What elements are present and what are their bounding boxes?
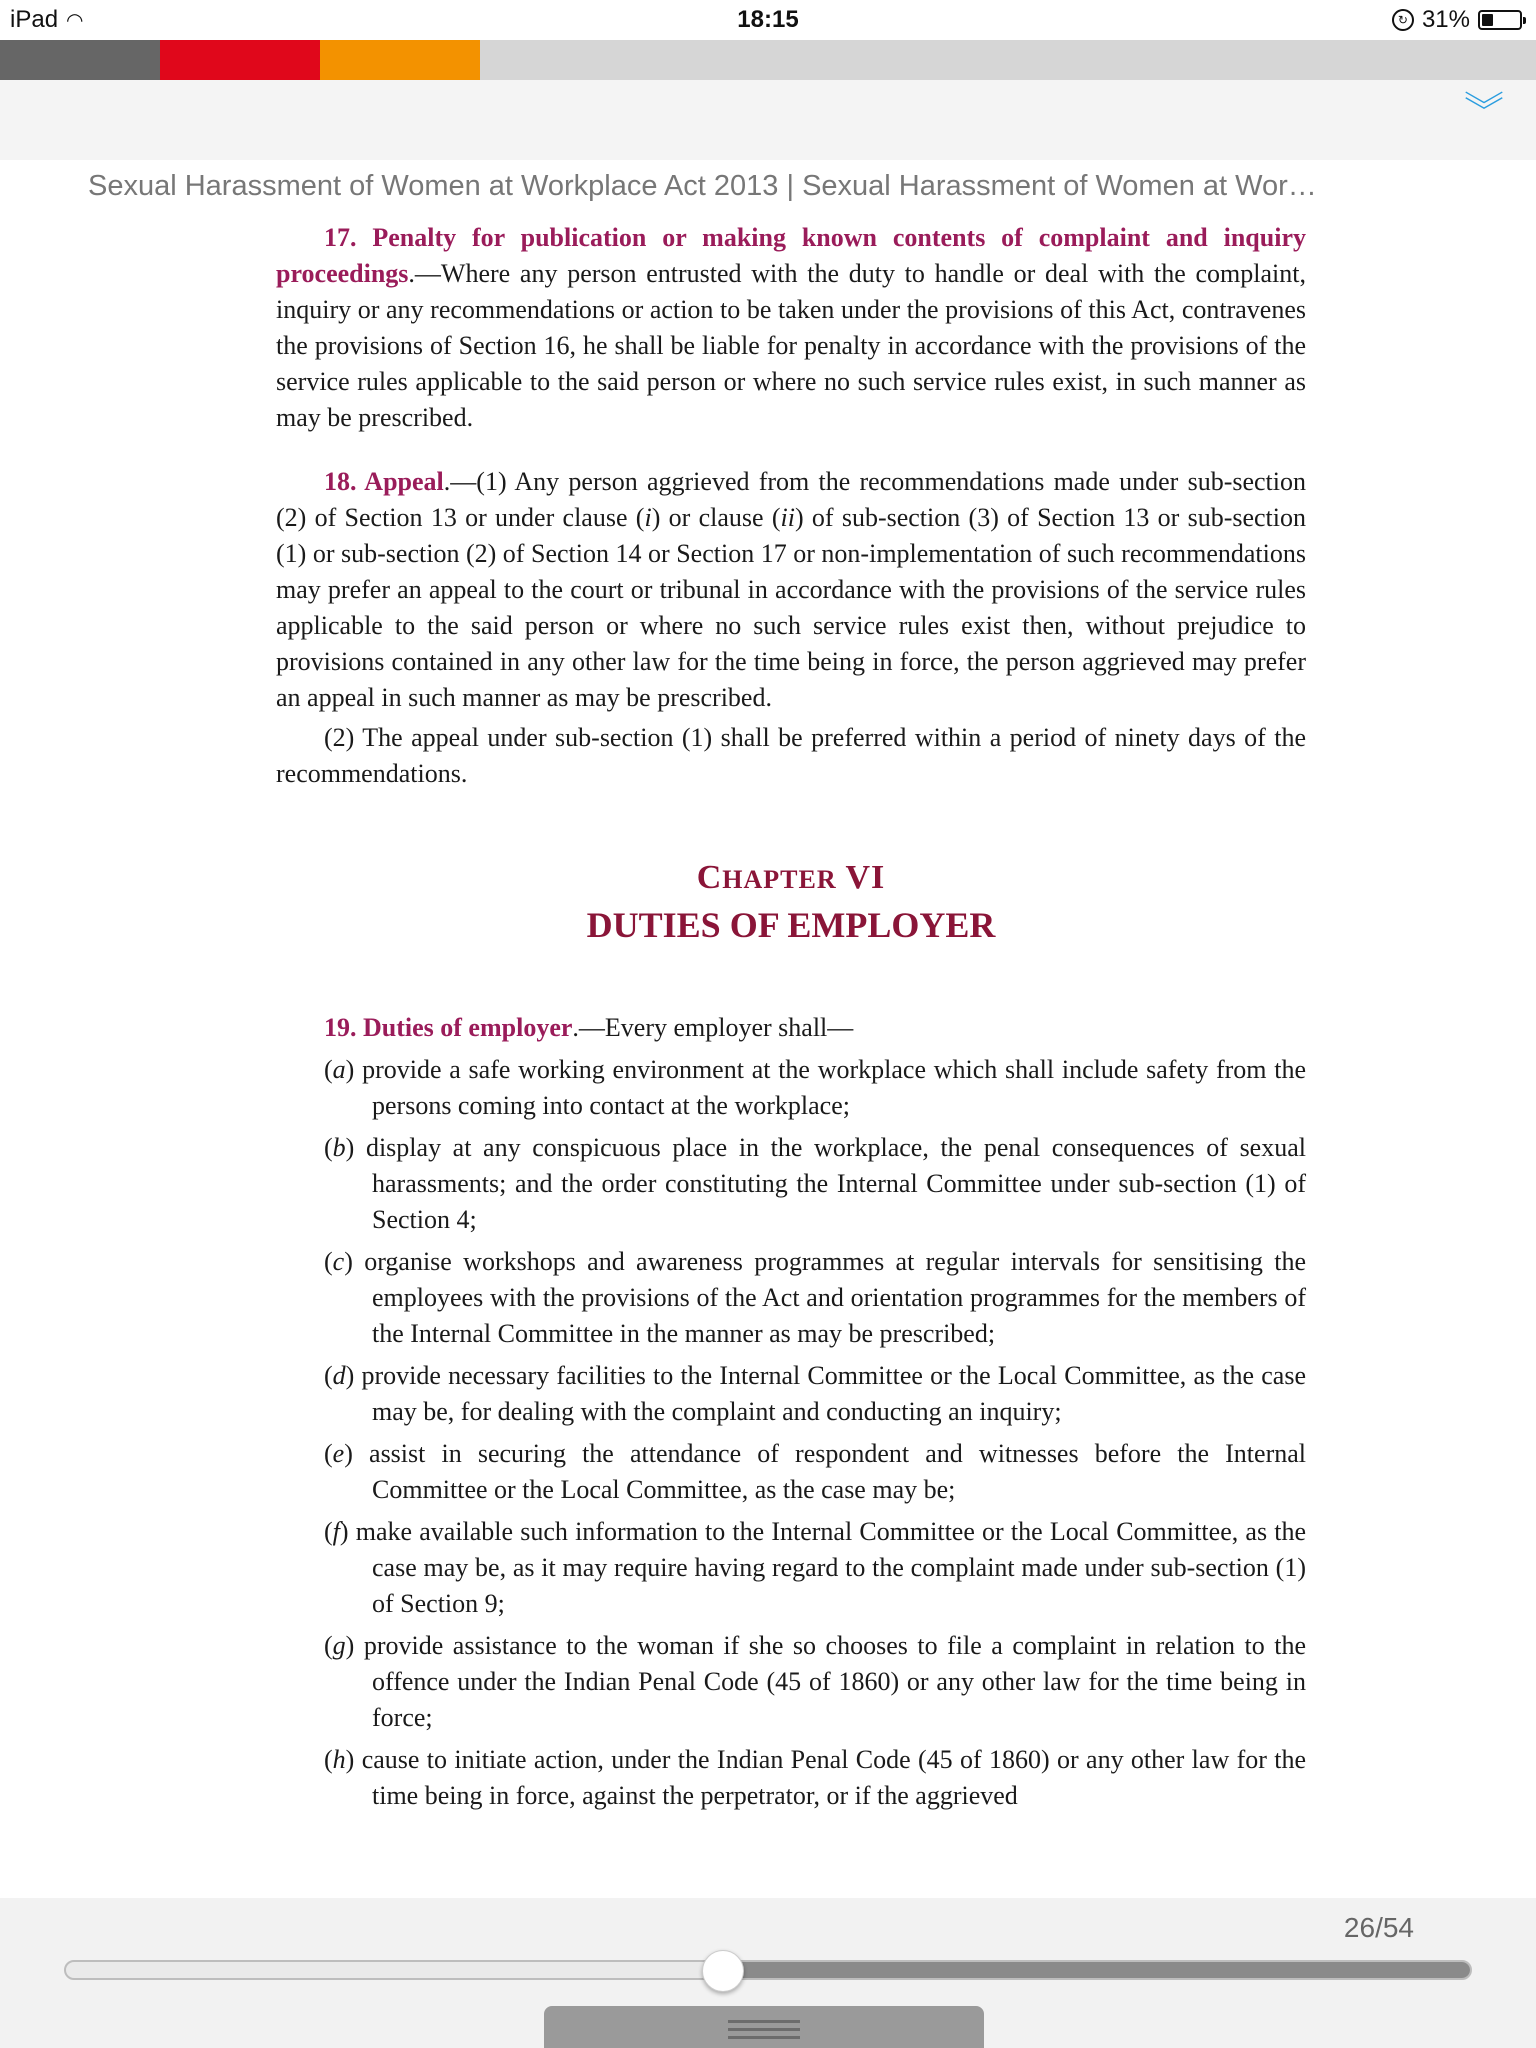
tab-strip — [0, 40, 1536, 80]
clause-text: organise workshops and awareness programmes at regular intervals for sensitising the employees with the provisions of the Act and orientation programmes for the members of the Internal Committee in the manner as may be prescribed; — [352, 1247, 1306, 1348]
document-page — [276, 220, 1306, 1814]
clause-text: assist in securing the attendance of respondent and witnesses before the Internal Committee or the Local Committee, as the case may be; — [352, 1439, 1306, 1504]
double-chevron-down-icon[interactable]: ︾ — [1464, 90, 1504, 134]
clause-letter: (g) — [324, 1631, 355, 1660]
tab-segment-gray[interactable] — [0, 40, 160, 80]
clock: 18:15 — [737, 6, 799, 33]
clause-d — [324, 1358, 1306, 1430]
section-17-body: .—Where any person entrusted with the duty to handle or deal with the complaint, inquiry or any recommendations or action to be taken under the provisions of this Act, contravenes the provisions of Section 16, he shall be liable for penalty in accordance with the provisions of the service rules applicable to the said person or where no such service rules exist, in such manner as may be prescribed. — [276, 259, 1306, 432]
battery-icon — [1478, 10, 1522, 30]
clause-letter: (h) — [324, 1745, 355, 1774]
clause-letter: (a) — [324, 1055, 355, 1084]
chapter-heading — [276, 856, 1306, 948]
clause-letter: (b) — [324, 1133, 355, 1162]
clause-text: provide necessary facilities to the Internal Committee or the Local Committee, as the case may be, for dealing with the complaint and conducting an inquiry; — [354, 1361, 1306, 1426]
section-18-body-part: ) of sub-section (3) of Section 13 or sub-section (1) or sub-section (2) of Section 14 or Section 17 or non-implementation of such recommendations may prefer an appeal to the court or tribunal in accordance with the provisions of the service rules applicable to the said person or where no such service rules exist then, without prejudice to provisions contained in any other law for the time being in force, the person aggrieved may prefer an appeal in such manner as may be prescribed. — [276, 503, 1307, 712]
clause-a — [324, 1052, 1306, 1124]
clause-e — [324, 1436, 1306, 1508]
section-19-body: .—Every employer shall— — [572, 1013, 854, 1042]
page-counter: 26/54 — [1343, 1912, 1414, 1943]
rotation-lock-icon: ↻ — [1392, 9, 1414, 31]
clause-f — [324, 1514, 1306, 1622]
clause-text: display at any conspicuous place in the workplace, the penal consequences of sexual harassments; and the order constituting the Internal Committee under sub-section (1) of Section 4; — [354, 1133, 1306, 1234]
clause-text: provide assistance to the woman if she so chooses to file a complaint in relation to the offence under the Indian Penal Code (45 of 1860) or any other law for the time being in force; — [354, 1631, 1306, 1732]
section-19-heading: 19. Duties of employer — [324, 1013, 573, 1042]
clause-ii-label: ii — [780, 503, 795, 532]
clause-g — [324, 1628, 1306, 1736]
clause-list — [276, 1052, 1306, 1814]
clause-c — [324, 1244, 1306, 1352]
clause-text: make available such information to the Internal Committee or the Local Committee, as the case may be, as it may require having regard to the complaint made under sub-section (1) of Section 9; — [348, 1517, 1306, 1618]
device-label: iPad — [10, 6, 59, 33]
clause-letter: (e) — [324, 1439, 353, 1468]
clause-letter: (f) — [324, 1517, 349, 1546]
section-19 — [276, 1010, 1306, 1046]
status-bar — [0, 0, 1536, 40]
clause-letter: (c) — [324, 1247, 353, 1276]
clause-text: provide a safe working environment at the workplace which shall include safety from the persons coming into contact at the workplace; — [354, 1055, 1306, 1120]
section-18-para-2: (2) The appeal under sub-section (1) shall be preferred within a period of ninety days of the recommendations. — [276, 723, 1306, 788]
section-17 — [276, 220, 1306, 436]
clause-text: cause to initiate action, under the Indian Penal Code (45 of 1860) or any other law for the time being in force, against the perpetrator, or if the aggrieved — [354, 1745, 1306, 1810]
section-18-body-part: .—(1) Any person aggrieved from the recommendations made under sub-section (2) of Section 13 or under clause ( — [276, 467, 1306, 532]
section-18 — [276, 464, 1306, 716]
bottom-bar — [0, 1898, 1536, 2048]
clause-i-label: i — [644, 503, 652, 532]
clause-h — [324, 1742, 1306, 1814]
tab-segment-orange[interactable] — [320, 40, 480, 80]
drawer-handle[interactable] — [544, 2006, 984, 2048]
page-slider-thumb[interactable] — [702, 1950, 744, 1992]
section-18-heading: 18. Appeal — [324, 467, 444, 496]
chapter-title: DUTIES OF EMPLOYER — [586, 905, 996, 945]
battery-percent: 31% — [1421, 6, 1470, 33]
wifi-icon: ◠ — [66, 9, 84, 32]
section-17-heading: 17. Penalty for publication or making known contents of complaint and inquiry proceedings — [276, 223, 1306, 288]
clause-b — [324, 1130, 1306, 1238]
clause-letter: (d) — [324, 1361, 355, 1390]
chapter-label: CHAPTER VI — [696, 859, 886, 896]
reader-toolbar — [0, 80, 1536, 160]
page-slider-track[interactable] — [64, 1960, 1472, 1980]
tab-segment-red[interactable] — [160, 40, 320, 80]
document-title: Sexual Harassment of Women at Workplace Act 2013 | Sexual Harassment of Women at Wor… — [88, 170, 1317, 202]
section-18-body-part: ) or clause ( — [651, 503, 781, 532]
